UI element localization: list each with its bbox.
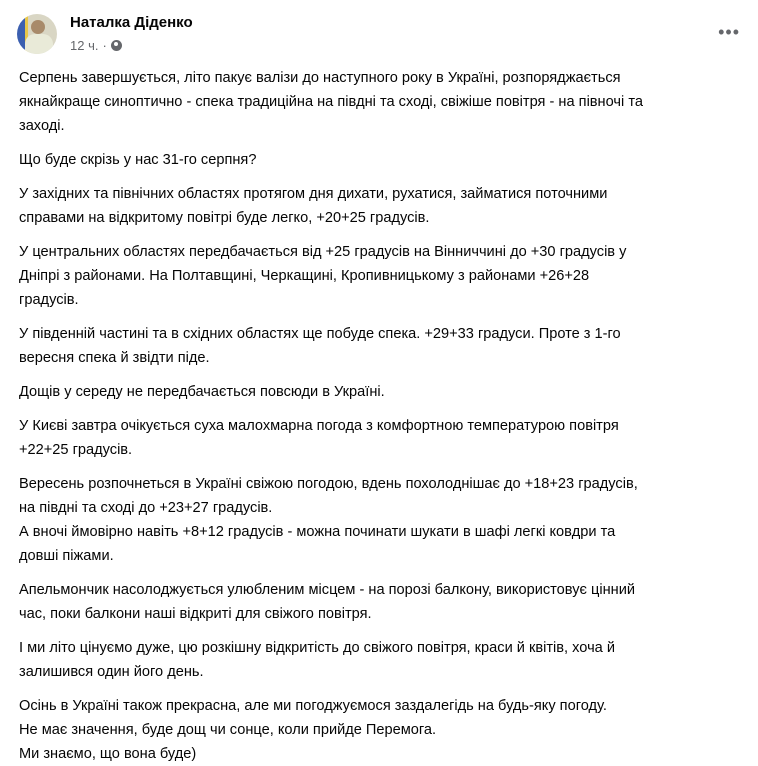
globe-icon[interactable] [111,40,122,51]
post-text-line: Дощів у середу не передбачається повсюди в Україні. [19,384,385,400]
post-text-line: час, поки балкони наші відкриті для свіжого повітря. [19,606,372,622]
post-paragraph [19,240,742,312]
post-paragraph [19,636,742,684]
post-meta [70,38,122,53]
post-paragraph [19,578,742,626]
post-text-line: градусів. [19,292,79,308]
post-text-line: Осінь в Україні також прекрасна, але ми погоджуємося заздалегідь на будь-яку погоду. [19,698,607,714]
post-text-line: на півдні та сході до +23+27 градусів. [19,500,273,516]
more-options-icon[interactable]: ••• [718,22,740,42]
post-text-line: І ми літо цінуємо дуже, цю розкішну відкритість до свіжого повітря, краси й квітів, хоча й [19,640,616,656]
post-paragraph [19,414,742,462]
post-paragraph [19,66,742,138]
post-paragraph [19,182,742,230]
post-text-line: Ми знаємо, що вона буде) [19,746,197,762]
post-text-line: заході. [19,118,65,134]
post-text-line: У південній частині та в східних областях ще побуде спека. +29+33 градуси. Проте з 1-го [19,326,621,342]
post-text-line: вересня спека й звідти піде. [19,350,210,366]
post-text-line: Серпень завершується, літо пакує валізи до наступного року в Україні, розпоряджається [19,70,621,86]
separator: · [102,38,107,53]
post-paragraph [19,472,742,568]
post-text-line: +22+25 градусів. [19,442,133,458]
post-paragraph [19,148,742,172]
post-text-line: А вночі ймовірно навіть +8+12 градусів - можна починати шукати в шафі легкі ковдри та [19,524,616,540]
post-text-line: Вересень розпочнеться в Україні свіжою погодою, вдень похолоднішає до +18+23 градусів, [19,476,638,492]
author-name[interactable]: Наталка Діденко [70,14,193,31]
avatar[interactable] [17,14,57,54]
post-paragraph [19,380,742,404]
post-text-line: У західних та північних областях протягом дня дихати, рухатися, займатися поточними [19,186,608,202]
post-text-line: У Києві завтра очікується суха малохмарна погода з комфортною температурою повітря [19,418,619,434]
post-text-line: У центральних областях передбачається від +25 градусів на Вінниччині до +30 градусів у [19,244,627,260]
post-text-line: якнайкраще синоптично - спека традиційна на півдні та сході, свіжіше повітря - на півночі та [19,94,643,110]
post-header [0,0,758,62]
post-time[interactable]: 12 ч. [70,38,99,53]
post-paragraph [19,694,742,766]
post-body [0,62,758,766]
post-text-line: Дніпрі з районами. На Полтавщині, Черкащині, Кропивницькому з районами +26+28 [19,268,590,284]
post-text-line: Не має значення, буде дощ чи сонце, коли прийде Перемога. [19,722,437,738]
post-text-line: довші піжами. [19,548,114,564]
post-paragraph [19,322,742,370]
post-text-line: справами на відкритому повітрі буде легко, +20+25 градусів. [19,210,430,226]
post-text-line: залишився один його день. [19,664,204,680]
post-text-line: Апельмончик насолоджується улюбленим місцем - на порозі балкону, використовує цінний [19,582,636,598]
post-text-line: Що буде скрізь у нас 31-го серпня? [19,152,257,168]
